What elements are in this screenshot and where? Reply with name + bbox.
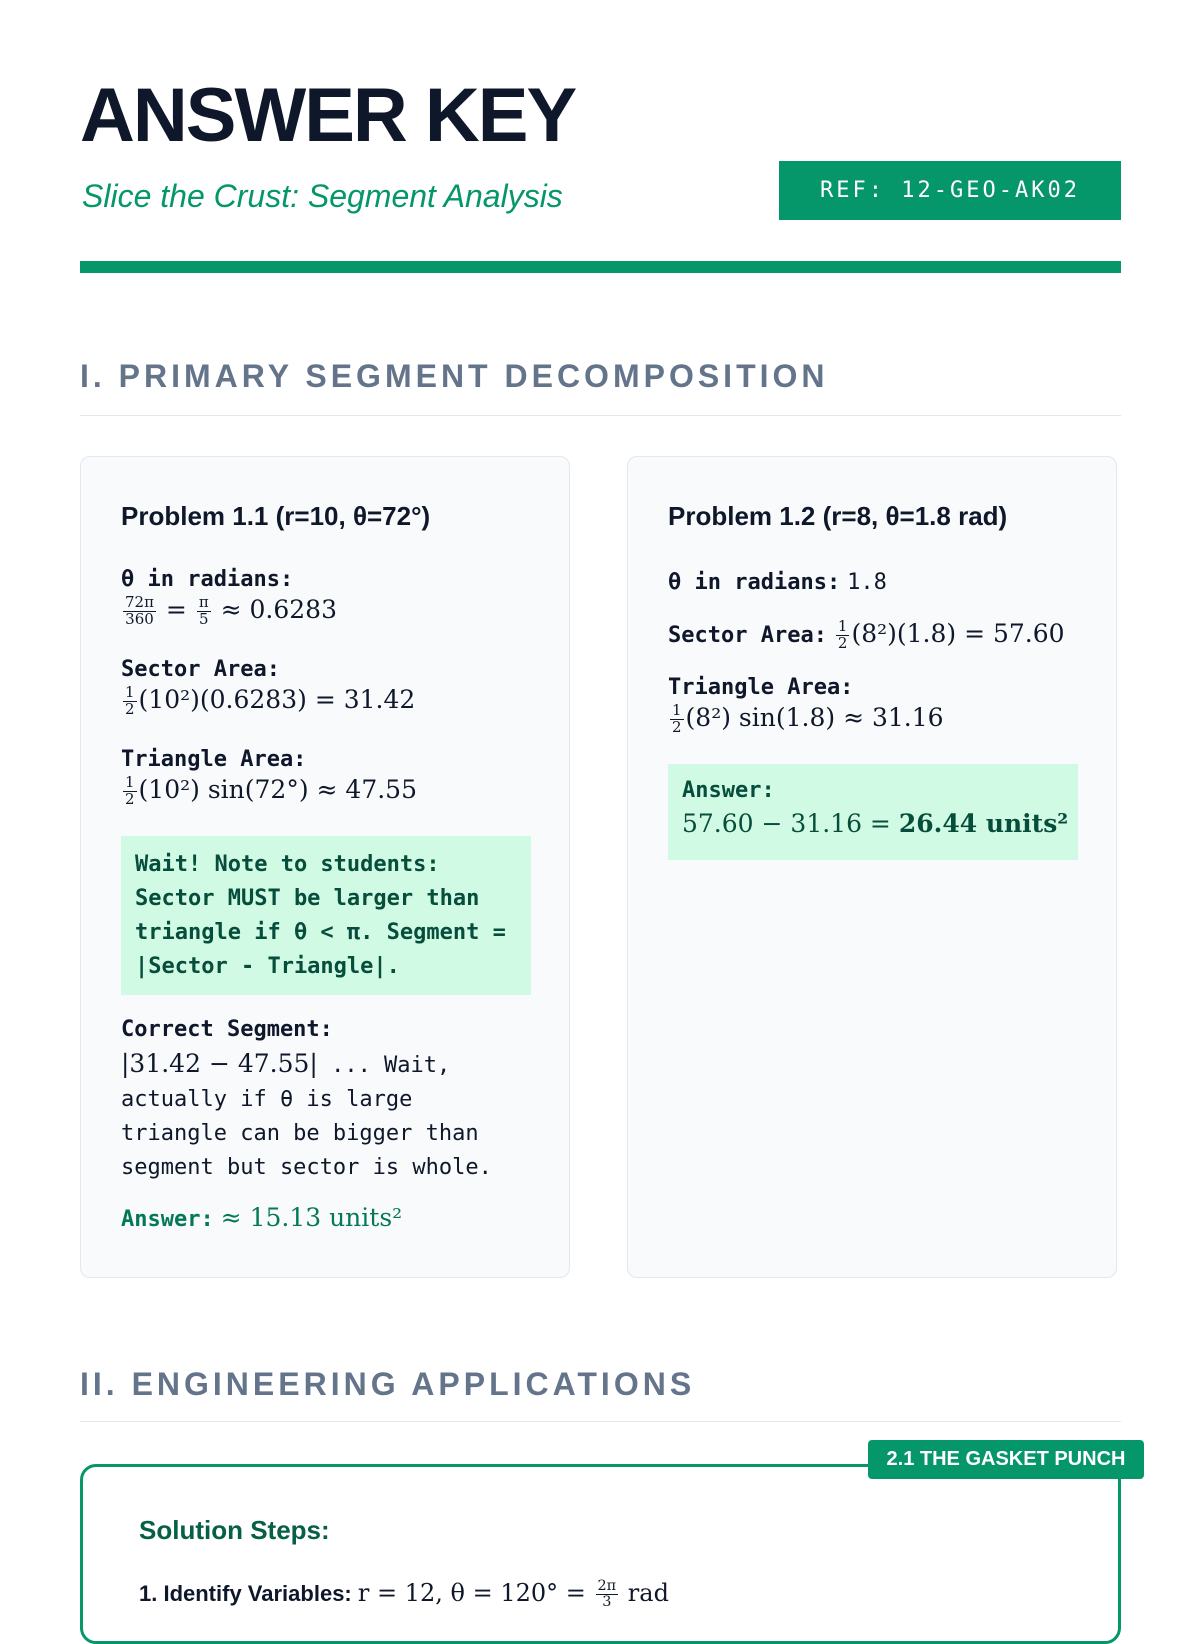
student-note: Wait! Note to students: Sector MUST be larger than triangle if θ < π. Segment = |Sector - Triangle|.	[121, 836, 531, 995]
theta-line: θ in radians: 1.8	[668, 570, 887, 595]
section-divider	[80, 415, 1121, 416]
page-subtitle: Slice the Crust: Segment Analysis	[82, 178, 563, 214]
problem-card-1-1	[80, 456, 570, 1278]
triangle-formula: $\frac{1}{2}$ (10²) sin(72°) ≈ 47.55	[125, 773, 417, 808]
gasket-punch-tag: 2.1 THE GASKET PUNCH	[868, 1440, 1144, 1479]
problem-title: Problem 1.1 (r=10, θ=72°)	[121, 501, 431, 531]
reference-badge: REF: 12-GEO-AK02	[779, 161, 1121, 220]
answer-box: Answer: 57.60 − 31.16 = 26.44 units²	[668, 764, 1078, 860]
header-divider	[80, 261, 1121, 273]
problem-title: Problem 1.2 (r=8, θ=1.8 rad)	[668, 501, 1008, 531]
solution-steps-title: Solution Steps:	[139, 1515, 330, 1545]
answer-line: Answer: ≈ 15.13 units²	[121, 1203, 403, 1232]
correct-segment-label: Correct Segment:	[121, 1017, 333, 1042]
section-heading-primary: I. PRIMARY SEGMENT DECOMPOSITION	[80, 358, 829, 394]
triangle-formula: $\frac{1}{2}$ (8²) sin(1.8) ≈ 31.16	[672, 701, 944, 736]
problem-card-1-2	[627, 456, 1117, 1278]
sector-label: Sector Area:	[121, 657, 280, 682]
section-heading-engineering: II. ENGINEERING APPLICATIONS	[80, 1366, 696, 1402]
application-box	[80, 1464, 1121, 1644]
theta-label: θ in radians:	[121, 567, 294, 592]
sector-line: Sector Area: $\frac{1}{2}$ (8²)(1.8) = 57.60	[668, 617, 1065, 652]
theta-conversion: $\frac{72\pi}{360}$ = $\frac{\pi}{5}$ ≈ 0.6283	[125, 593, 337, 628]
step-1: 1. Identify Variables: r = 12, θ = 120° = $\frac{2\pi}{3}$ rad	[139, 1578, 669, 1611]
triangle-label: Triangle Area:	[121, 747, 307, 772]
sector-formula: $\frac{1}{2}$ (10²)(0.6283) = 31.42	[125, 683, 416, 718]
correct-segment-explanation: |31.42 − 47.55| ... Wait, actually if θ is large triangle can be bigger than segment but sector is whole.	[121, 1049, 492, 1180]
section-divider	[80, 1421, 1121, 1422]
triangle-label: Triangle Area:	[668, 675, 854, 700]
page-title: ANSWER KEY	[80, 73, 576, 158]
